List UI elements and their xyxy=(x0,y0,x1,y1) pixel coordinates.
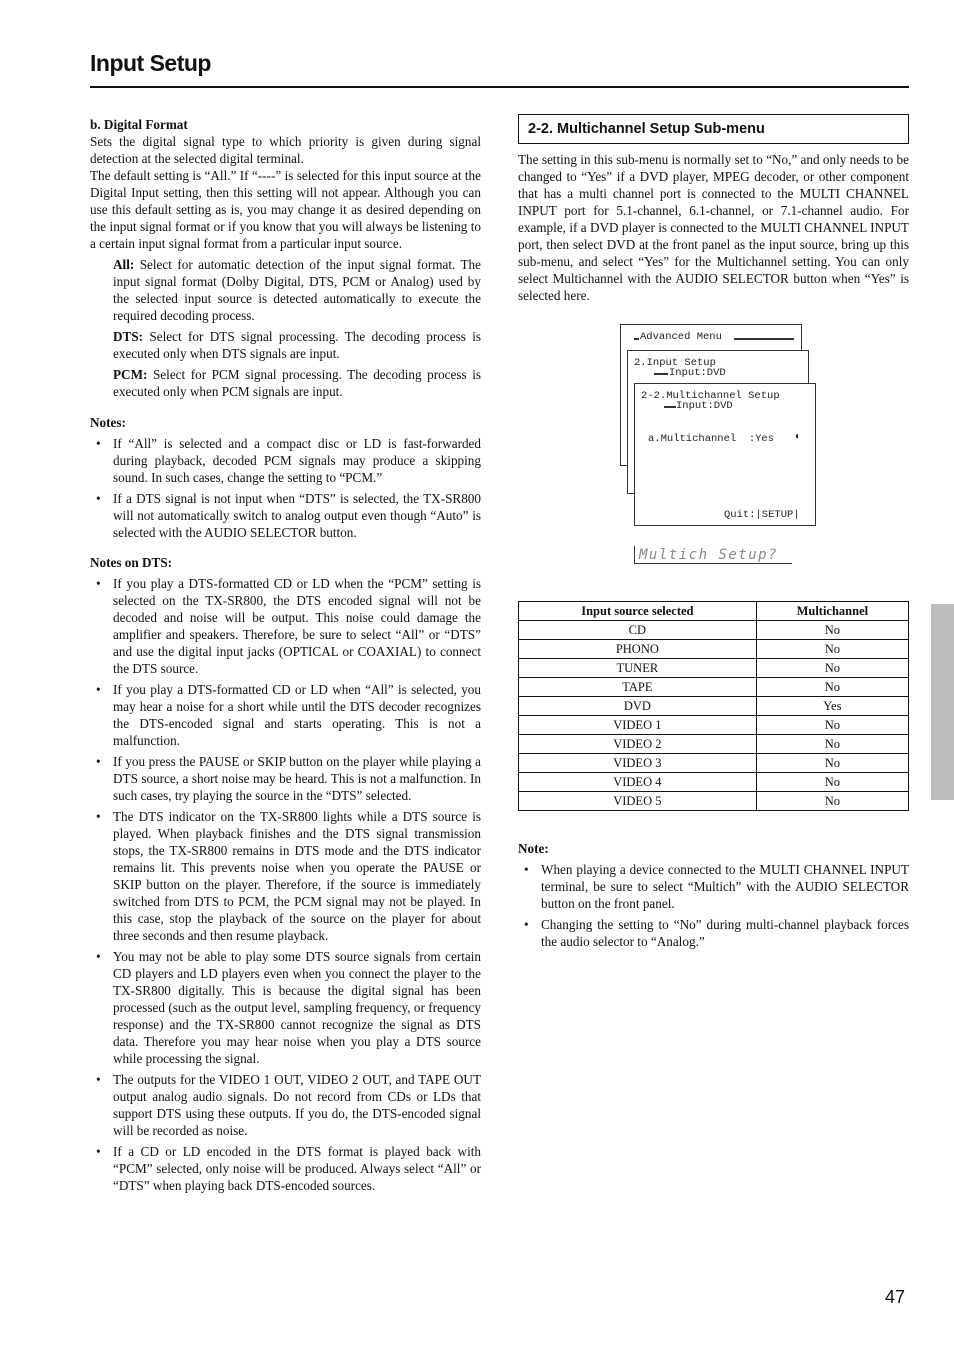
list-item xyxy=(518,916,909,950)
value-cell: No xyxy=(756,678,908,697)
list-item xyxy=(90,490,481,541)
note-heading: Note: xyxy=(518,841,549,856)
source-cell: CD xyxy=(519,621,757,640)
value-cell: No xyxy=(756,640,908,659)
osd-rule xyxy=(654,373,668,375)
osd-rule xyxy=(634,338,639,340)
note-list xyxy=(518,861,909,950)
notes-list xyxy=(90,435,481,541)
source-cell: TAPE xyxy=(519,678,757,697)
bullet-icon: • xyxy=(96,1072,101,1087)
option-dts xyxy=(90,328,481,362)
list-item-text: You may not be able to play some DTS source signals from certain CD players and LD players even when you connect the player to the TX-SR800 digitally. This is because the digital signal has been processed (such as the output level, sampling frequency, or frequency response) and the TX-SR800 cannot recognize the signal as DTS data. Therefore you may hear noise when you play a DTS source while processing the signal. xyxy=(113,949,481,1066)
value-cell: No xyxy=(756,792,908,811)
list-item xyxy=(518,861,909,912)
option-text: Select for automatic detection of the input signal format. The input signal format (Dolby Digital, DTS, PCM or Analog) used by the selected input source is detected automatically to execute the required decoding process. xyxy=(113,257,481,323)
value-cell: No xyxy=(756,735,908,754)
table-row xyxy=(519,697,909,716)
list-item-text: If you play a DTS-formatted CD or LD when the “PCM” setting is selected on the TX-SR800, the DTS encoded signal will not be decoded and noise will be output. This noise could damage the amplifier and speakers. Therefore, be sure to select “All” or “DTS” and use the digital input jacks (OPTICAL or COAXIAL) to connect the DTS source. xyxy=(113,576,481,676)
value-cell: No xyxy=(756,621,908,640)
left-column xyxy=(90,116,481,1198)
source-cell: VIDEO 2 xyxy=(519,735,757,754)
bullet-icon: • xyxy=(96,682,101,697)
list-item-text: The outputs for the VIDEO 1 OUT, VIDEO 2 OUT, and TAPE OUT output analog audio signals. Do not record from CDs or LDs that support DTS using these outputs. If you do, the DTS-encoded signal will be recorded as noise. xyxy=(113,1072,481,1138)
list-item xyxy=(90,1143,481,1194)
option-term: DTS: xyxy=(113,329,144,344)
osd-menu3-sub: Input:DVD xyxy=(676,400,733,412)
table-row xyxy=(519,754,909,773)
bullet-icon: • xyxy=(96,809,101,824)
section-title: 2-2. Multichannel Setup Sub-menu xyxy=(518,114,909,144)
osd-menu3-label: 2-2.Multichannel Setup xyxy=(641,390,780,402)
bullet-icon: • xyxy=(96,754,101,769)
source-cell: PHONO xyxy=(519,640,757,659)
table-row xyxy=(519,659,909,678)
list-item xyxy=(90,948,481,1067)
list-item-text: Changing the setting to “No” during multi-channel playback forces the audio selector to “Analog.” xyxy=(541,917,909,949)
list-item xyxy=(90,753,481,804)
list-item xyxy=(90,575,481,677)
value-cell: No xyxy=(756,754,908,773)
option-pcm xyxy=(90,366,481,400)
notes-heading: Notes: xyxy=(90,415,126,430)
list-item-text: If a DTS signal is not input when “DTS” is selected, the TX-SR800 will not automatically switch to analog output even though “Auto” is selected with the AUDIO SELECTOR button. xyxy=(113,491,481,540)
page-title: Input Setup xyxy=(90,50,211,76)
osd-menu2-sub: Input:DVD xyxy=(669,367,726,379)
value-cell: No xyxy=(756,773,908,792)
bullet-icon: • xyxy=(96,576,101,591)
multichannel-intro: The setting in this sub-menu is normally set to “No,” and only needs to be changed to “Yes” if a DVD player, MPEG decoder, or other component that has a multi channel port is connected to the MULTI CHANNEL INPUT port for 5.1-channel, 6.1-channel, or 7.1-channel audio. For example, if a DVD player is connected to the MULTI CHANNEL INPUT port, then select DVD at the front panel as the input source, bring up this sub-menu, and select “Yes” for the Multichannel setting. You can only select Multichannel with the AUDIO SELECTOR button when “Yes” is selected here. xyxy=(518,152,909,303)
table-row xyxy=(519,773,909,792)
option-term: All: xyxy=(113,257,135,272)
chapter-tab xyxy=(931,604,954,800)
bullet-icon: • xyxy=(96,949,101,964)
table-row xyxy=(519,621,909,640)
front-display-readout: Multich Setup? xyxy=(634,546,792,564)
list-item-text: If you play a DTS-formatted CD or LD when “All” is selected, you may hear a noise for a short while until the DTS decoder recognizes the DTS-encoded signal and starts operating. This is not a malfunction. xyxy=(113,682,481,748)
table-row xyxy=(519,678,909,697)
table-row xyxy=(519,735,909,754)
option-all xyxy=(90,256,481,324)
table-header-row xyxy=(519,602,909,621)
digital-format-default: The default setting is “All.” If “----” is selected for this input source at the Digital Input setting, then this setting will not appear. Although you can use this default setting as is, you may change it as desired depending on the input signal format or if you know that you will always be listening to a certain input signal format from a particular input source. xyxy=(90,168,481,251)
source-cell: DVD xyxy=(519,697,757,716)
cursor-arrows-icon: ◐ xyxy=(795,432,802,443)
osd-quit-label: Quit:|SETUP| xyxy=(724,509,800,521)
option-text: Select for PCM signal processing. The decoding process is executed only when PCM signals are input. xyxy=(113,367,481,399)
digital-format-intro: Sets the digital signal type to which priority is given during signal detection at the selected digital terminal. xyxy=(90,134,481,166)
value-cell: No xyxy=(756,716,908,735)
title-rule xyxy=(90,86,909,88)
list-item-text: The DTS indicator on the TX-SR800 lights while a DTS source is played. When playback finishes and the DTS signal transmission stops, the TX-SR800 remains in DTS mode and the DTS indicator remains lit. This prevents noise when you operate the PAUSE or SKIP button on the player. Therefore, if the source is immediately switched from DTS to PCM, the PCM signal may not be played. In this case, stop the playback of the source on the player for about three seconds and then resume playback. xyxy=(113,809,481,943)
source-cell: VIDEO 4 xyxy=(519,773,757,792)
osd-screen-illustration xyxy=(620,324,820,574)
source-cell: VIDEO 1 xyxy=(519,716,757,735)
list-item-text: If you press the PAUSE or SKIP button on the player while playing a DTS source, a short noise may be heard. This is not a malfunction. In such cases, try playing the source in the “DTS” selected. xyxy=(113,754,481,803)
list-item xyxy=(90,435,481,486)
table-row xyxy=(519,792,909,811)
value-cell: No xyxy=(756,659,908,678)
list-item xyxy=(90,681,481,749)
digital-format-heading: b. Digital Format xyxy=(90,117,188,132)
osd-rule xyxy=(734,338,794,340)
list-item xyxy=(90,808,481,944)
column-header: Input source selected xyxy=(519,602,757,621)
bullet-icon: • xyxy=(524,917,529,932)
bullet-icon: • xyxy=(96,436,101,451)
source-cell: VIDEO 5 xyxy=(519,792,757,811)
list-item xyxy=(90,1071,481,1139)
bullet-icon: • xyxy=(524,862,529,877)
osd-menu2-label: 2.Input Setup xyxy=(634,357,716,369)
value-cell: Yes xyxy=(756,697,908,716)
bullet-icon: • xyxy=(96,491,101,506)
option-term: PCM: xyxy=(113,367,148,382)
osd-multichannel-item: a.Multichannel :Yes xyxy=(648,433,775,445)
source-cell: VIDEO 3 xyxy=(519,754,757,773)
dts-notes-heading: Notes on DTS: xyxy=(90,555,173,570)
multichannel-notes xyxy=(518,840,909,954)
osd-menu1-label: Advanced Menu xyxy=(640,331,722,343)
source-cell: TUNER xyxy=(519,659,757,678)
right-column xyxy=(518,114,909,563)
list-item-text: When playing a device connected to the MULTI CHANNEL INPUT terminal, be sure to select “Multich” with the AUDIO SELECTOR button on the front panel. xyxy=(541,862,909,911)
table-row xyxy=(519,640,909,659)
bullet-icon: • xyxy=(96,1144,101,1159)
option-text: Select for DTS signal processing. The decoding process is executed only when DTS signals are input. xyxy=(113,329,481,361)
input-source-table xyxy=(518,601,909,811)
page-number: 47 xyxy=(885,1287,906,1307)
list-item-text: If a CD or LD encoded in the DTS format is played back with “PCM” selected, only noise will be produced. Always select “All” or “DTS” when playing back DTS-encoded sources. xyxy=(113,1144,481,1193)
list-item-text: If “All” is selected and a compact disc or LD is fast-forwarded during playback, decoded PCM signals may produce a skipping sound. In such cases, change the setting to “PCM.” xyxy=(113,436,481,485)
dts-notes-list xyxy=(90,575,481,1194)
table-row xyxy=(519,716,909,735)
column-header: Multichannel xyxy=(756,602,908,621)
osd-rule xyxy=(664,406,676,408)
